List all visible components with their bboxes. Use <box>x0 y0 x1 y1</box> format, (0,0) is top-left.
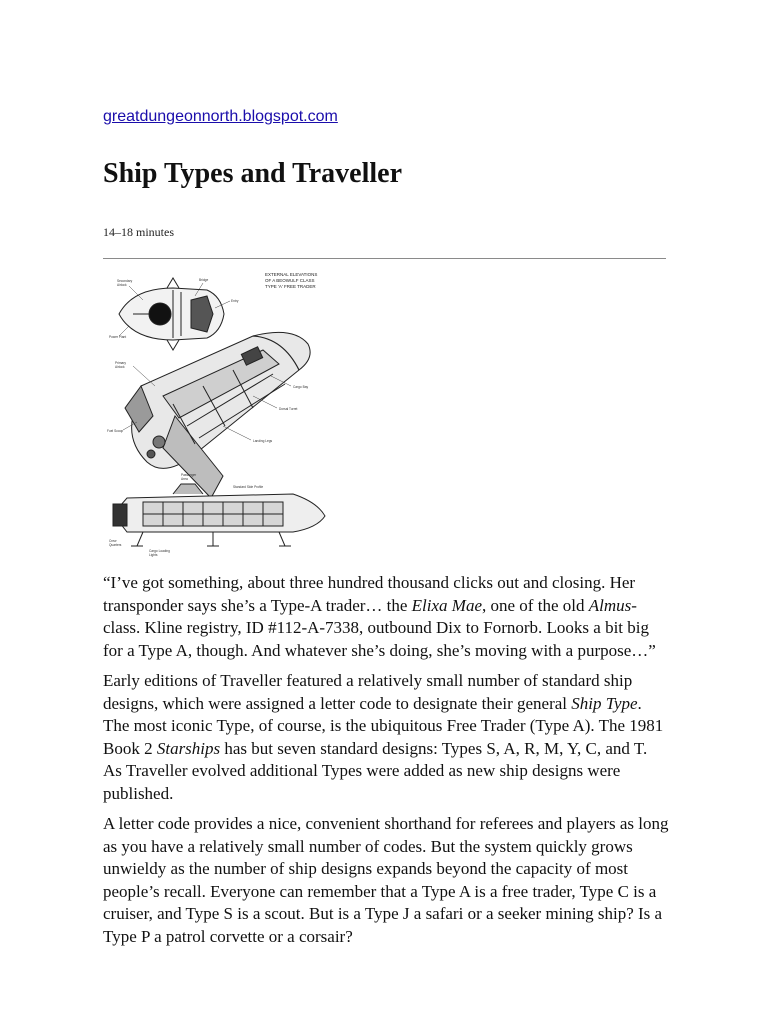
side-label-2: Airlock <box>115 365 125 369</box>
top-view-drawing <box>119 278 224 350</box>
paragraph-2-text-b: . The most iconic Type, of course, is the ubiquitous Free Trader (Type A). The 1981 Book 2 <box>103 693 664 758</box>
perspective-view-drawing <box>125 332 310 498</box>
side-label-3: Cargo Bay <box>293 385 309 389</box>
bottom-label-3: Cargo Loading <box>149 549 170 553</box>
bottom-label-2: Area <box>181 477 188 481</box>
paragraph-1-text-a: “I’ve got something, about three hundred thousand clicks out and closing. Her transponder says she’s a Type-A trader… the <box>103 573 636 615</box>
read-time: 14–18 minutes <box>103 225 174 239</box>
ship-class: Almus <box>588 595 632 615</box>
top-label-5: Power Plant <box>109 335 127 339</box>
paragraph-1-text-b: , one of the old <box>482 595 589 615</box>
top-label-4: Entry <box>231 299 239 303</box>
side-label-1: Primary <box>115 361 126 365</box>
ship-name: Elixa Mae <box>411 595 483 615</box>
side-label-6: Fuel Scoop <box>107 429 124 433</box>
divider <box>103 258 666 259</box>
ship-elevation-figure <box>103 266 331 566</box>
paragraph-2 <box>103 670 669 805</box>
article-title: Ship Types and Traveller <box>103 158 402 189</box>
paragraph-2-text-c: has but seven standard designs: Types S, A, R, M, Y, C, and T. As Traveller evolved additional Types were added as new ship designs were published. <box>103 738 648 803</box>
bottom-label-1: Passenger <box>181 473 197 477</box>
book-title: Starships <box>156 738 221 758</box>
figure-heading-3: TYPE 'A' FREE TRADER <box>265 284 316 289</box>
side-profile-drawing <box>113 484 325 546</box>
side-label-4: Dorsal Turret <box>279 407 298 411</box>
article-body <box>103 572 669 956</box>
top-label-1: Secondary <box>117 279 133 283</box>
paragraph-2-text-a: Early editions of Traveller featured a relatively small number of standard ship designs, which were assigned a letter code to designate their general <box>103 671 633 713</box>
bottom-label-6: Quarters <box>109 543 122 547</box>
paragraph-3: A letter code provides a nice, convenient shorthand for referees and players as long as you have a relatively small number of codes. But the system quickly grows unwieldy as the number of ship designs expands beyond the capacity of most people’s recall. Everyone can remember that a Type A is a free trader, Type C is a cruiser, and Type S is a scout. But is a Type J a safari or a seeker mining ship? Is a Type P a patrol corvette or a corsair? <box>103 814 669 946</box>
figure-heading-2: OF A BEOWULF CLASS <box>265 278 315 283</box>
bottom-label-5: Crew <box>109 539 117 543</box>
paragraph-1 <box>103 572 669 662</box>
ship-type-term: Ship Type <box>571 693 638 713</box>
bottom-label-7: Standard Side Profile <box>233 485 264 489</box>
top-label-2: Airlock <box>117 283 127 287</box>
top-label-3: Bridge <box>199 278 209 282</box>
source-link[interactable]: greatdungeonnorth.blogspot.com <box>103 108 338 125</box>
bottom-label-4: Lights <box>149 553 158 557</box>
paragraph-1-text-c: -class. Kline registry, ID #112-A-7338, outbound Dix to Fornorb. Looks a bit big for a Type A, though. And whatever she’s doing, she’s moving with a purpose…” <box>103 595 656 660</box>
figure-heading-1: EXTERNAL ELEVATIONS <box>265 272 318 277</box>
side-label-5: Landing Legs <box>253 439 273 443</box>
